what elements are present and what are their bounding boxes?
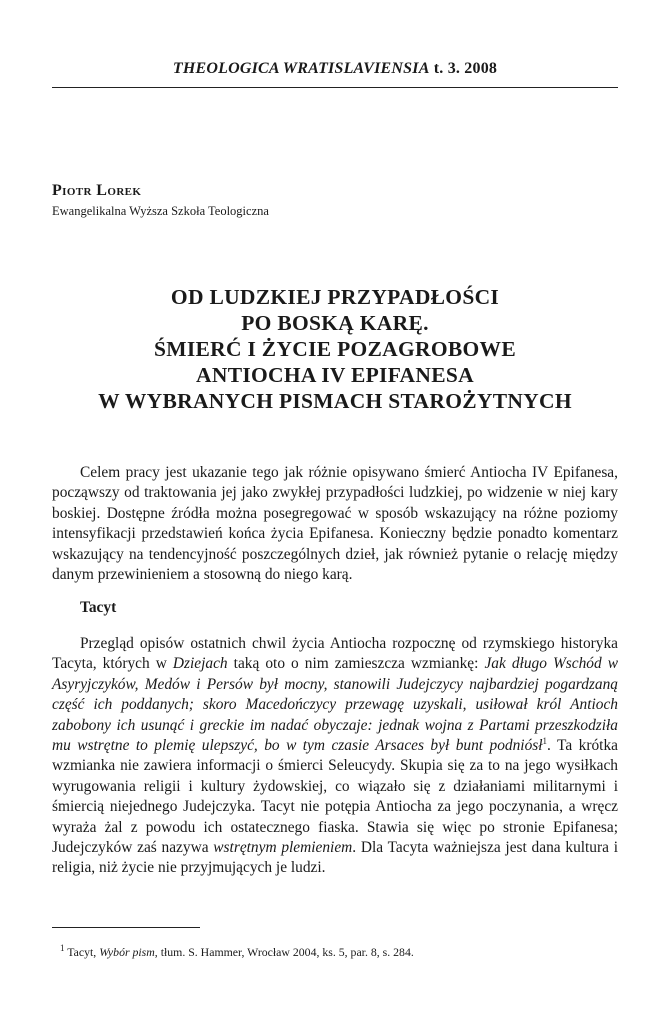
title-line: PO BOSKĄ KARĘ. [241, 311, 429, 335]
footnote-number: 1 [60, 943, 65, 954]
author-name: Piotr Lorek [52, 182, 142, 199]
header-rule [52, 87, 618, 88]
body-paragraph [52, 634, 618, 879]
journal-volume: t. 3. 2008 [433, 60, 498, 77]
footnote-reference[interactable]: 1 [542, 735, 548, 746]
title-line: ANTIOCHA IV EPIFANESA [196, 363, 474, 387]
section-body [52, 634, 618, 879]
text-run: Przegląd opisów ostatnich chwil życia Antiocha rozpocznę od rzymskiego historyka Tacyta, których w [52, 635, 618, 673]
abstract [52, 463, 618, 585]
running-head [52, 60, 618, 78]
footnote-details: , tłum. S. Hammer, Wrocław 2004, ks. 5, par. 8, s. 284. [154, 945, 414, 959]
footnote-work: Wybór pism [99, 945, 155, 959]
quotation: Jak długo Wschód w Asyryjczyków, Medów i Persów był mocny, stanowili Judejczycy najbardziej pogardzaną część ich poddanych; skoro Macedończycy przewagę uzyskali, usiłował król Antioch zabobony ich usunąć i greckie im nadać obyczaje: jednak wojna z Partami przeszkodziła mu wstrętne to plemię ulepszyć, bo w tym czasie Arsaces był bunt podniósł [52, 655, 618, 755]
section-heading: Tacyt [80, 599, 117, 616]
work-title: Dziejach [172, 655, 228, 673]
title-line: ŚMIERĆ I ŻYCIE POZAGROBOWE [153, 337, 516, 361]
text-run: taką oto o nim zamieszcza wzmiankę: [227, 655, 485, 673]
abstract-paragraph: Celem pracy jest ukazanie tego jak różnie opisywano śmierć Antiocha IV Epifanesa, począwszy od traktowania jej jako zwykłej przypadłości ludzkiej, po widzenie w niej kary boskiej. Dostępne źródła można posegregować w sposób wskazujący na różne poziomy intensyfikacji przedstawień końca życia Epifanesa. Konieczny będzie ponadto komentarz wskazujący na tendencyjność poszczególnych dzieł, jak również pytanie o relację między danym przewinieniem a stosowną do niego karą. [52, 464, 618, 584]
quoted-term: wstrętnym plemieniem [213, 839, 353, 857]
footnote-author: Tacyt, [67, 945, 97, 959]
text-run: . Ta krótka wzmianka nie zawiera informacji o śmierci Seleucydy. Skupia się za to na jego wysiłkach wyrugowania religii i kultury żydowskiej, co wiązało się z działaniami militarnymi i śmiercią niejednego Judejczyka. Tacyt nie potępia Antiocha za jego poczynania, a wręcz wyraża żal z powodu ich ostatecznego fiaska. Stawia się więc po stronie Epifanesa; Judejczyków zaś nazywa [52, 737, 618, 857]
journal-name: THEOLOGICA WRATISLAVIENSIA [172, 60, 430, 77]
text-run: . Dla Tacyta ważniejsza jest dana kultura i religia, niż życie nie przyjmujących je ludzi. [52, 839, 619, 877]
author-affiliation: Ewangelikalna Wyższa Szkoła Teologiczna [52, 204, 269, 218]
title-line: OD LUDZKIEJ PRZYPADŁOŚCI [170, 285, 500, 309]
title-line: W WYBRANYCH PISMACH STAROŻYTNYCH [98, 389, 572, 413]
footnote [60, 945, 414, 960]
footnote-rule [52, 927, 200, 928]
article-title [40, 284, 630, 414]
